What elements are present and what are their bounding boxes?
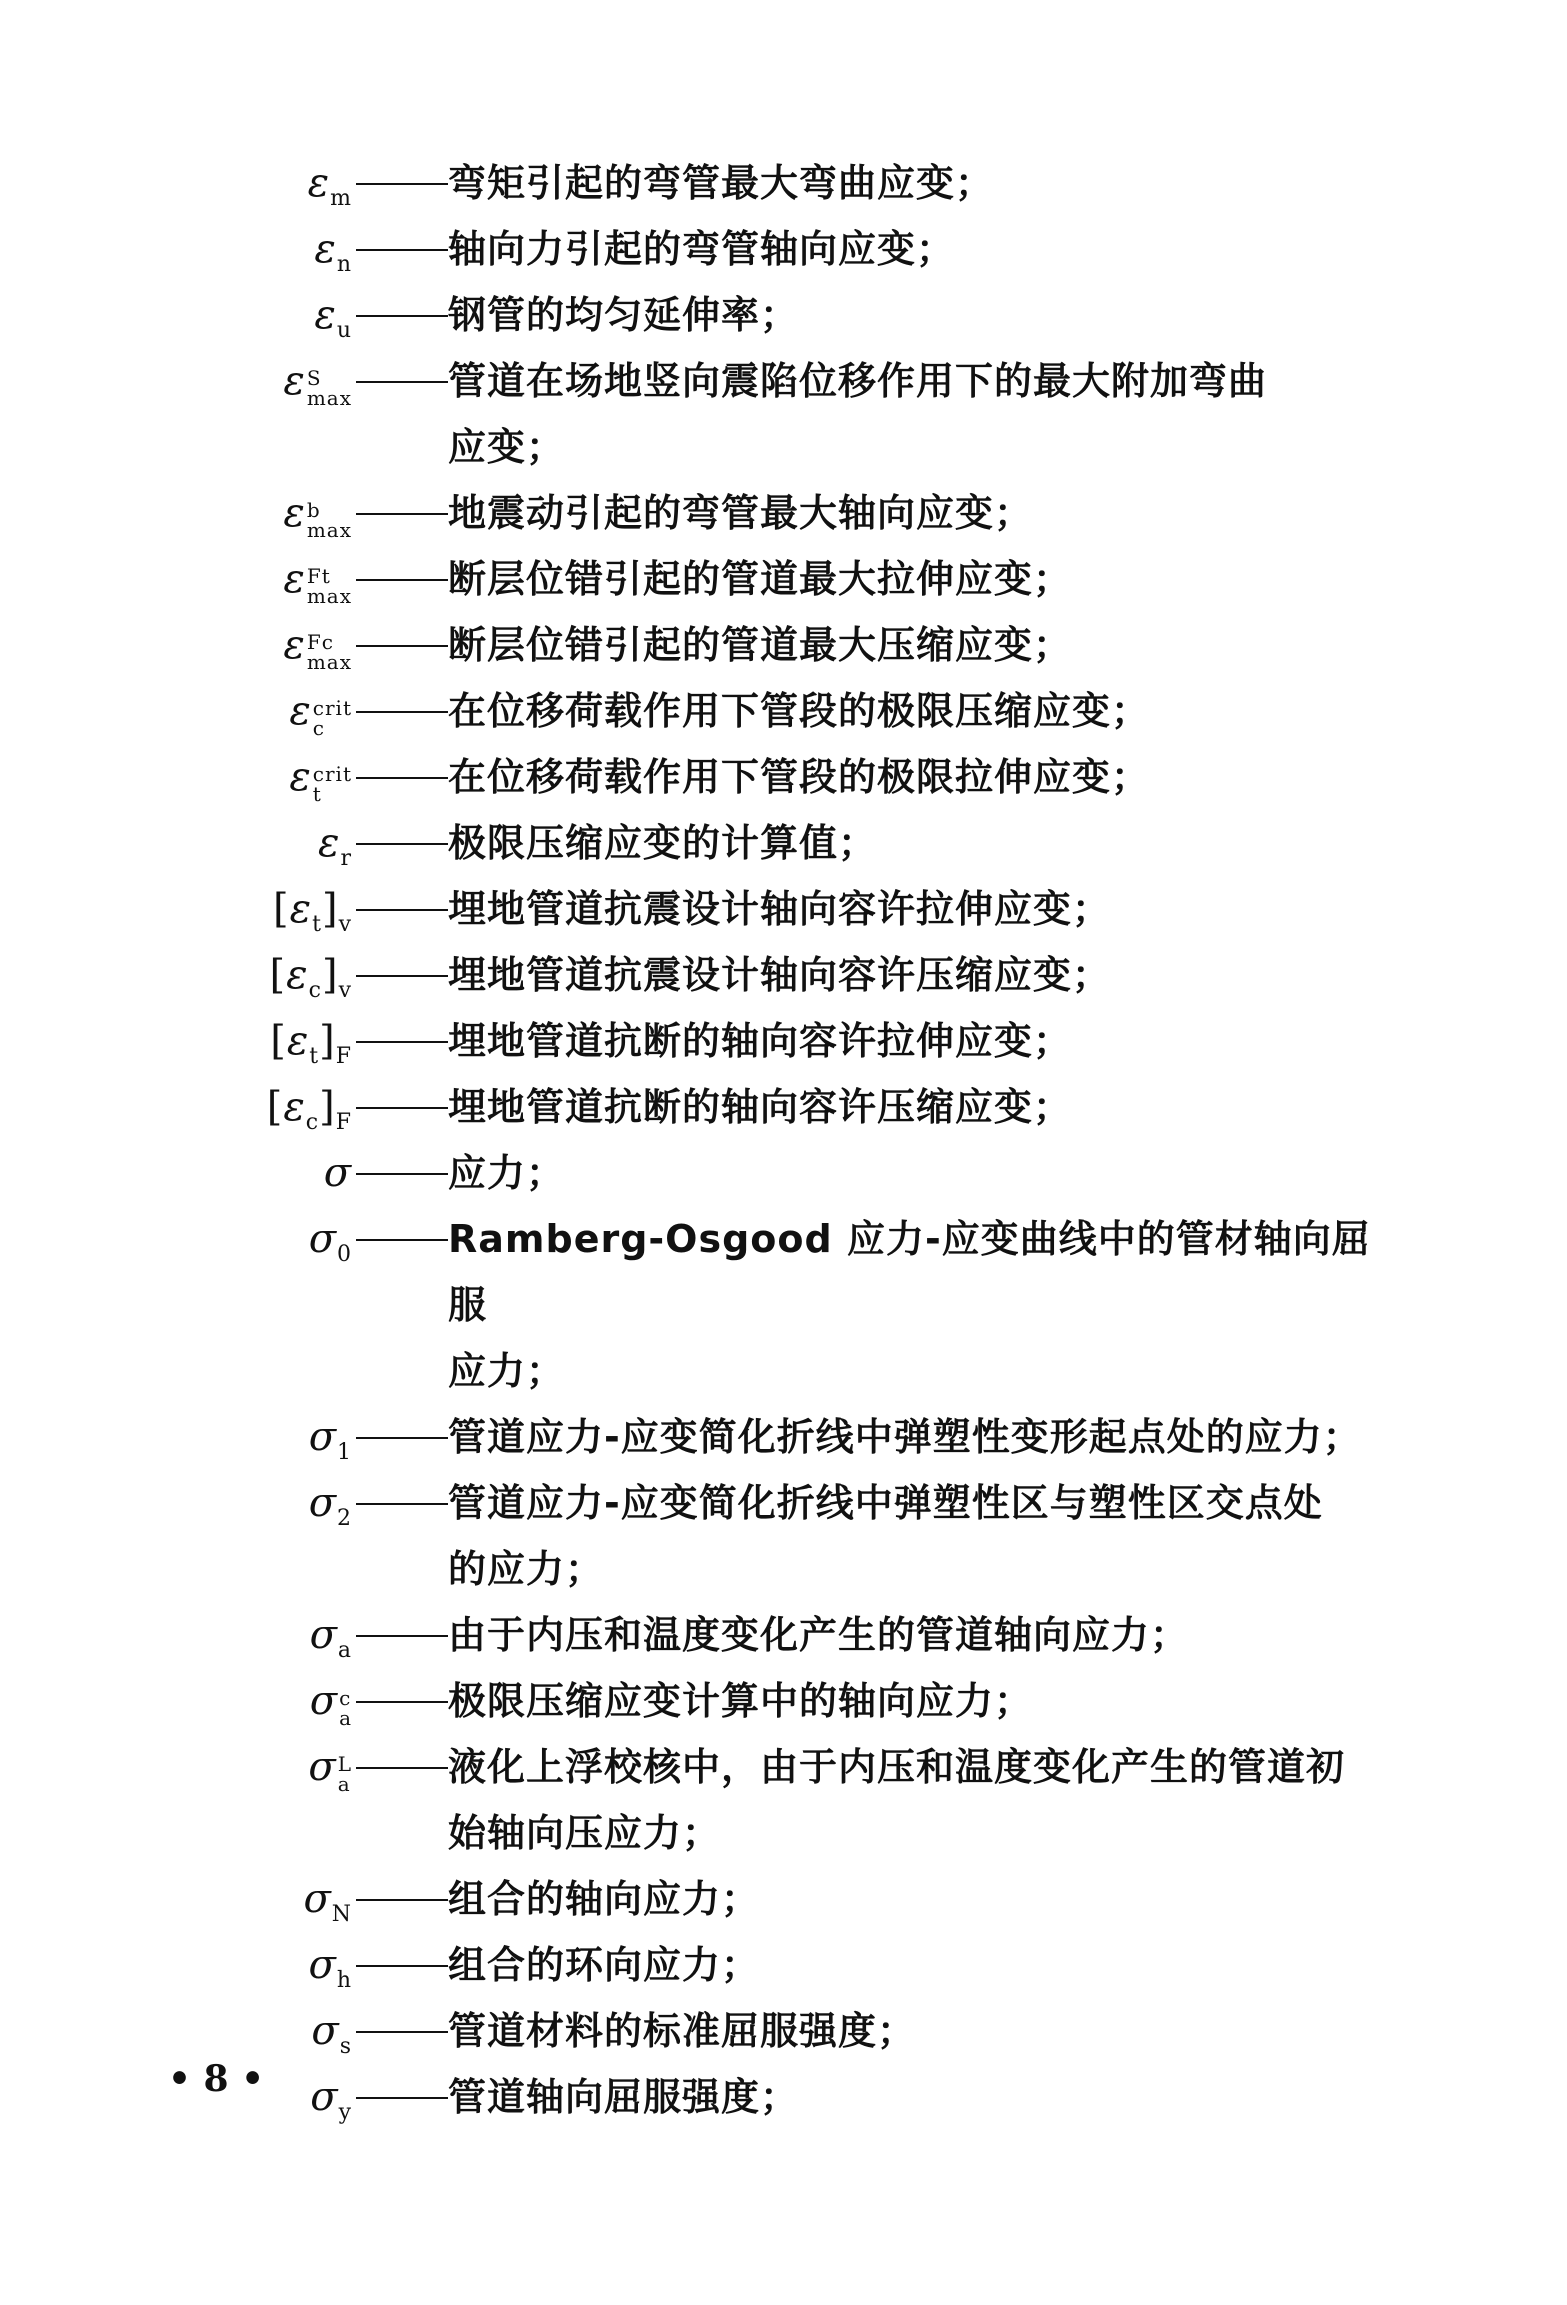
em-dash-separator [356,1173,448,1175]
symbol: $\sigma_N$ [303,1876,352,1927]
symbol-entry [150,876,1380,942]
symbol-description: 埋地管道抗断的轴向容许压缩应变； [448,1085,1073,1129]
symbol: $[\varepsilon_t]_F$ [270,1018,352,1069]
symbol-entry [150,480,1380,546]
symbol-description: 埋地管道抗震设计轴向容许拉伸应变； [448,887,1112,931]
em-dash-separator [356,579,448,581]
symbol-description: 组合的环向应力； [448,1943,761,1987]
symbol: $\sigma_s$ [311,2008,352,2059]
symbol: ε S max [283,358,352,410]
symbol-description: 埋地管道抗断的轴向容许拉伸应变； [448,1019,1073,1063]
symbol-description: 断层位错引起的管道最大拉伸应变； [448,557,1073,601]
symbol-entry [150,1074,1380,1140]
symbol-entry [150,546,1380,612]
symbol-description: 断层位错引起的管道最大压缩应变； [448,623,1073,667]
symbol-entry [150,1734,1380,1866]
symbol: $\sigma_a$ [309,1612,352,1663]
em-dash-separator [356,2097,448,2099]
symbol-entry [150,348,1380,480]
em-dash-separator [356,975,448,977]
symbol-entry [150,1470,1380,1602]
symbol: ε b max [283,490,352,542]
symbol-description: 管道应力-应变简化折线中弹塑性变形起点处的应力； [448,1415,1362,1459]
symbol-description: 极限压缩应变的计算值； [448,821,878,865]
em-dash-separator [356,249,448,251]
symbol-entry [150,216,1380,282]
em-dash-separator [356,1701,448,1703]
symbol-entry [150,1404,1380,1470]
symbol: $\sigma_1$ [308,1414,352,1465]
symbol: $[\varepsilon_t]_v$ [273,886,352,937]
em-dash-separator [356,1635,448,1637]
symbol-entry [150,1140,1380,1206]
symbol-description: 管道轴向屈服强度； [448,2075,800,2119]
symbol-description: 埋地管道抗震设计轴向容许压缩应变； [448,953,1112,997]
symbol-description: 弯矩引起的弯管最大弯曲应变； [448,161,995,205]
symbol-description: 应力； [448,1151,566,1195]
em-dash-separator [356,315,448,317]
em-dash-separator [356,1437,448,1439]
symbol: σ [323,1150,352,1196]
symbol: $\sigma_h$ [308,1942,352,1993]
symbol-entry [150,942,1380,1008]
symbol-entry [150,282,1380,348]
symbol-description: 地震动引起的弯管最大轴向应变； [448,491,1034,535]
em-dash-separator [356,1107,448,1109]
symbol: $\varepsilon_n$ [314,226,352,277]
symbol-description: 液化上浮校核中，由于内压和温度变化产生的管道初 始轴向压应力； [448,1745,1346,1855]
symbol-entry [150,810,1380,876]
symbol-entry [150,1602,1380,1668]
symbol-description: 组合的轴向应力； [448,1877,761,1921]
symbol: $[\varepsilon_c]_v$ [269,952,352,1003]
symbol: $\sigma_2$ [308,1480,352,1531]
em-dash-separator [356,1041,448,1043]
em-dash-separator [356,777,448,779]
symbol: σ c a [309,1678,352,1730]
symbol-entry [150,1998,1380,2064]
symbol-entry [150,1206,1380,1404]
symbol-description: 管道材料的标准屈服强度； [448,2009,917,2053]
symbol: ε Fc max [283,622,352,674]
symbol: $\varepsilon_u$ [314,292,352,343]
page-number: • 8 • [168,2058,265,2100]
symbol-entry [150,1866,1380,1932]
em-dash-separator [356,1239,448,1241]
em-dash-separator [356,2031,448,2033]
symbol: $[\varepsilon_c]_F$ [266,1084,352,1135]
symbol-entry [150,1668,1380,1734]
symbol-description: 由于内压和温度变化产生的管道轴向应力； [448,1613,1190,1657]
symbol-entry [150,1932,1380,1998]
symbol-description: 钢管的均匀延伸率； [448,293,800,337]
symbol: ε crit t [289,754,352,806]
em-dash-separator [356,645,448,647]
symbol-entry [150,678,1380,744]
em-dash-separator [356,381,448,383]
symbol-description: 管道在场地竖向震陷位移作用下的最大附加弯曲 应变； [448,359,1268,469]
symbol-entry [150,150,1380,216]
symbol: σ L a [308,1744,352,1796]
symbol-entry [150,1008,1380,1074]
symbol-list [150,150,1380,2130]
em-dash-separator [356,1503,448,1505]
em-dash-separator [356,513,448,515]
symbol-entry [150,612,1380,678]
symbol: $\sigma_y$ [310,2074,352,2125]
symbol-entry [150,2064,1380,2130]
em-dash-separator [356,1965,448,1967]
em-dash-separator [356,909,448,911]
symbol-entry [150,744,1380,810]
em-dash-separator [356,711,448,713]
symbol-description: Ramberg-Osgood 应力-应变曲线中的管材轴向屈服 应力； [448,1217,1371,1393]
symbol: $\sigma_0$ [308,1216,352,1267]
em-dash-separator [356,843,448,845]
symbol: ε crit c [289,688,352,740]
em-dash-separator [356,183,448,185]
symbol-description: 管道应力-应变简化折线中弹塑性区与塑性区交点处 的应力； [448,1481,1323,1591]
symbol-description: 在位移荷载作用下管段的极限压缩应变； [448,689,1151,733]
symbol-description: 在位移荷载作用下管段的极限拉伸应变； [448,755,1151,799]
symbol: ε Ft max [283,556,352,608]
symbol-description: 极限压缩应变计算中的轴向应力； [448,1679,1034,1723]
em-dash-separator [356,1767,448,1769]
symbol: $\varepsilon_m$ [307,160,352,211]
symbol: $\varepsilon_r$ [318,820,352,871]
em-dash-separator [356,1899,448,1901]
symbol-description: 轴向力引起的弯管轴向应变； [448,227,956,271]
